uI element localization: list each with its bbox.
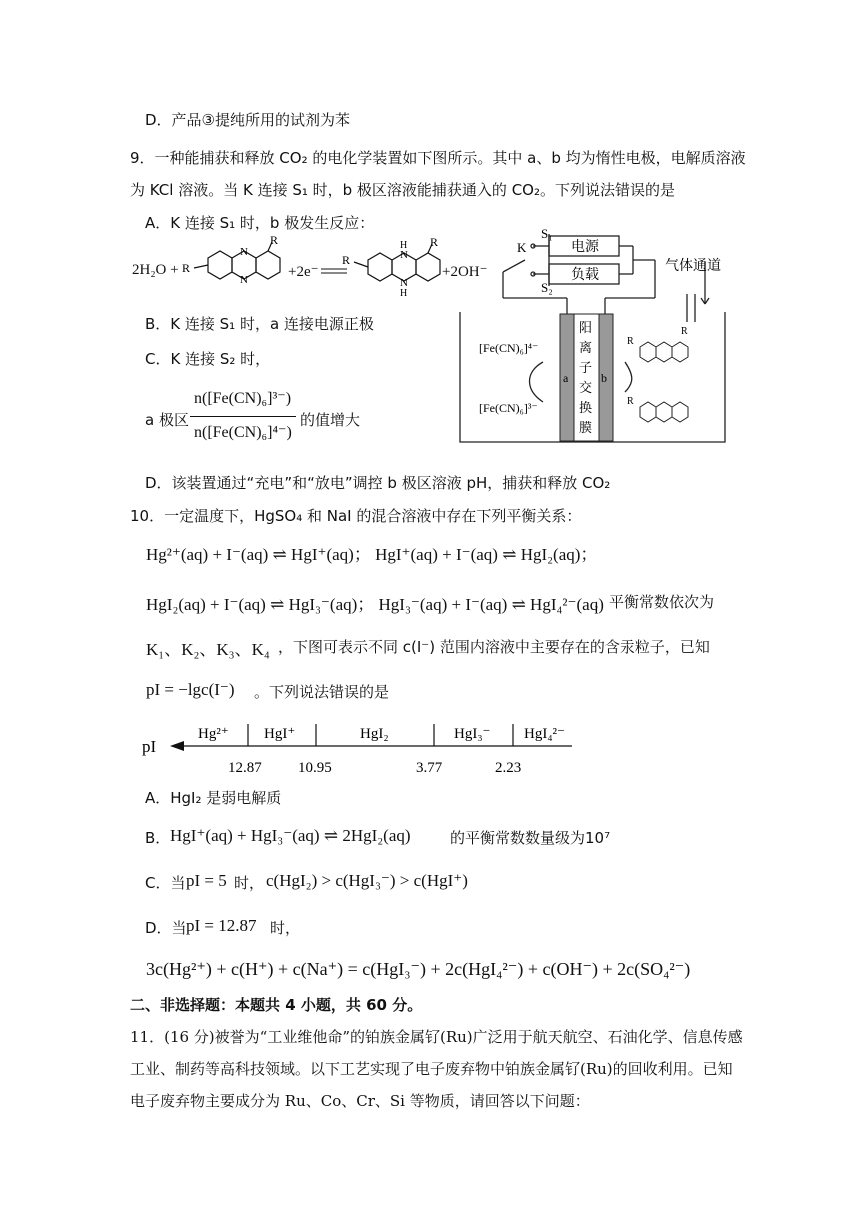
- q10-eq-line2: HgI₂(aq) + I⁻(aq) ⇌ HgI₃⁻(aq)； HgI₃⁻(aq) + I⁻(aq) ⇌ HgI₄²⁻(aq): [146, 595, 604, 614]
- tick-2-23: 2.23: [495, 760, 522, 776]
- svg-text:R: R: [342, 253, 351, 267]
- q9-option-a: A．K 连接 S₁ 时，b 极发生反应：: [145, 214, 375, 232]
- species-hgi3: HgI₃⁻: [454, 726, 491, 742]
- electrode-a-label: a: [563, 371, 569, 385]
- q10-option-d-eq: pI = 12.87: [186, 916, 257, 935]
- electrode-b-label: b: [601, 371, 607, 385]
- svg-text:R: R: [270, 236, 279, 247]
- q9-eq-left: 2H₂O +: [132, 262, 179, 278]
- species-hgi: HgI⁺: [264, 726, 296, 742]
- axis-label: pI: [142, 737, 157, 756]
- svg-text:N: N: [400, 277, 408, 289]
- fraction-bar: [190, 416, 296, 417]
- s1-label: S₁: [541, 226, 553, 241]
- q10-option-c-ineq: c(HgI₂) > c(HgI₃⁻) > c(HgI⁺): [266, 871, 468, 890]
- q10-stem-line1: 10．一定温度下，HgSO₄ 和 NaI 的混合溶液中存在下列平衡关系：: [130, 507, 582, 525]
- svg-text:换: 换: [579, 400, 593, 415]
- species-hg2: Hg²⁺: [198, 726, 229, 742]
- q10-eq-line2-suffix: ，平衡常数依次为: [594, 593, 715, 611]
- svg-text:交: 交: [579, 380, 593, 395]
- q10-eq-line1: Hg²⁺(aq) + I⁻(aq) ⇌ HgI⁺(aq)； HgI⁺(aq) + I⁻(aq) ⇌ HgI₂(aq)；: [146, 545, 598, 564]
- q11-line2: 工业、制药等高科技领域。以下工艺实现了电子废弃物中铂族金属钌(Ru)的回收利用。已知: [130, 1060, 733, 1078]
- tick-12-87: 12.87: [228, 760, 262, 776]
- svg-text:膜: 膜: [579, 420, 593, 435]
- q10-option-a: A．HgI₂ 是弱电解质: [145, 789, 282, 807]
- tick-10-95: 10.95: [298, 760, 332, 776]
- tick-3-77: 3.77: [416, 760, 443, 776]
- svg-text:子: 子: [579, 360, 593, 375]
- q10-line3: ，下图可表示不同 c(I⁻) 范围内溶液中主要存在的含汞粒子，已知: [278, 638, 710, 656]
- q9-eq-right: +2OH⁻: [442, 264, 488, 280]
- svg-text:R: R: [627, 396, 634, 407]
- svg-text:H: H: [400, 288, 408, 299]
- q11-line3: 电子废弃物主要成分为 Ru、Co、Cr、Si 等物质，请回答以下问题：: [130, 1092, 590, 1110]
- q10-line4: 。下列说法错误的是: [254, 683, 390, 701]
- q10-option-d-label: D．当: [145, 919, 187, 937]
- s2-label: S₂: [541, 280, 553, 295]
- species-hgi4: HgI₄²⁻: [524, 726, 565, 742]
- q11-line1: 11．(16 分)被誉为“工业维他命”的铂族金属钌(Ru)广泛用于航天航空、石油化学、信息传感: [130, 1028, 743, 1046]
- q10-k-constants: K₁、K₂、K₃、K₄: [146, 640, 270, 659]
- svg-text:R: R: [430, 236, 439, 249]
- q9-option-d: D．该装置通过“充电”和“放电”调控 b 极区溶液 pH，捕获和释放 CO₂: [145, 474, 611, 492]
- power-label: 电源: [571, 240, 599, 255]
- svg-text:R: R: [681, 326, 688, 337]
- r-label: R: [182, 261, 191, 275]
- q10-option-c-mid: 时，: [234, 874, 265, 892]
- svg-text:H: H: [400, 240, 408, 251]
- q9-option-c: C．K 连接 S₂ 时，: [145, 350, 271, 368]
- gas-channel-label: 气体通道: [665, 259, 721, 274]
- electrochemical-apparatus-diagram: [455, 222, 745, 444]
- svg-text:N: N: [400, 249, 408, 261]
- dihydrophenazine-structure: [338, 236, 450, 306]
- q9-stem-line1: 9．一种能捕获和释放 CO₂ 的电化学装置如下图所示。其中 a、b 均为惰性电极，电解质溶液: [130, 149, 746, 167]
- q9-option-c-prefix: a 极区: [145, 411, 189, 429]
- svg-text:离: 离: [579, 340, 593, 355]
- svg-text:R: R: [627, 336, 634, 347]
- k-label: K: [517, 240, 527, 255]
- load-label: 负载: [571, 268, 599, 283]
- phenazine-structure: [180, 236, 290, 300]
- q10-option-c-label: C．当: [145, 874, 186, 892]
- species-hgi2: HgI₂: [360, 726, 389, 742]
- q10-option-b-post: 的平衡常数数量级为10⁷: [450, 829, 611, 847]
- svg-text:N: N: [240, 246, 248, 258]
- q10-charge-balance: 3c(Hg²⁺) + c(H⁺) + c(Na⁺) = c(HgI₃⁻) + 2c(HgI₄²⁻) + c(OH⁻) + 2c(SO₄²⁻): [146, 959, 691, 979]
- q9-stem-line2: 为 KCl 溶液。当 K 连接 S₁ 时，b 极区溶液能捕获通入的 CO₂。下列说法错误的是: [130, 181, 675, 199]
- q10-option-c-eq: pI = 5: [186, 871, 227, 890]
- q9-option-b: B．K 连接 S₁ 时，a 连接电源正极: [145, 315, 374, 333]
- svg-text:N: N: [240, 274, 248, 286]
- fe3-label: [Fe(CN)₆]³⁻: [479, 401, 538, 415]
- q10-option-b-eq: HgI⁺(aq) + HgI₃⁻(aq) ⇌ 2HgI₂(aq): [170, 826, 411, 845]
- q9-eq-plus2e: +2e⁻: [288, 264, 319, 280]
- pI-species-axis: [140, 714, 580, 780]
- q10-option-b-label: B．: [145, 829, 171, 847]
- q10-option-d-post: 时，: [270, 919, 301, 937]
- svg-text:阳: 阳: [579, 320, 593, 335]
- q9-option-c-suffix: 的值增大: [300, 411, 361, 429]
- fraction-denominator: n([Fe(CN)₆]⁴⁻): [194, 424, 292, 441]
- section-heading: 二、非选择题：本题共 4 小题，共 60 分。: [130, 996, 423, 1014]
- fe4-label: [Fe(CN)₆]⁴⁻: [479, 341, 539, 355]
- fraction-numerator: n([Fe(CN)₆]³⁻): [194, 390, 292, 407]
- q10-pI-definition: pI = −lgc(I⁻): [146, 680, 235, 699]
- q8-option-d: D．产品③提纯所用的试剂为苯: [145, 111, 350, 129]
